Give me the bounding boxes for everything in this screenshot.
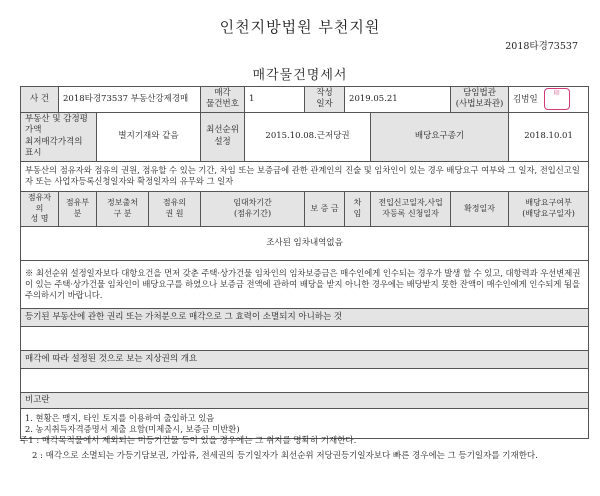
- occupancy-notice-row: [21, 161, 589, 191]
- rights-header-row: [21, 309, 589, 327]
- case-value: 2018타경73537 부동산강제경매: [59, 87, 201, 113]
- col-fixed-date: 확정일자: [451, 191, 509, 226]
- surface-body-row: [21, 369, 589, 393]
- property-row: [21, 112, 589, 161]
- col-rent: 차 임: [345, 191, 371, 226]
- written-date-label: 작성 일자: [305, 87, 345, 113]
- col-occupancy-right: 점유의 권 원: [149, 191, 201, 226]
- property-spec-table: [20, 86, 589, 439]
- rights-section-title: 등기된 부동산에 관한 권리 또는 가처분으로 매각으로 그 효력이 소멸되지 아니하는 것: [21, 309, 589, 327]
- col-occupant-name: 점유자의 성 명: [21, 191, 59, 226]
- column-header-row: [21, 191, 589, 226]
- deadline-label: 배당요구종기: [371, 112, 509, 161]
- court-name: 인천지방법원 부천지원: [219, 18, 381, 36]
- warning-row: [21, 261, 589, 309]
- sale-no-label: 매각 물건번호: [201, 87, 245, 113]
- property-value: 별지기재와 같음: [97, 112, 201, 161]
- rights-section-body: [21, 327, 589, 351]
- judge-cell: [509, 87, 589, 113]
- col-move-in-date: 전입신고일자,사업 자등록 신청일자: [371, 191, 451, 226]
- no-lease-text: 조사된 임차내역없음: [21, 227, 589, 261]
- deadline-value: 2018.10.01: [509, 112, 589, 161]
- document-title: 매각물건명세서: [252, 68, 348, 83]
- property-label: 부동산 및 감정평가액 최저매각가격의 표시: [21, 112, 97, 161]
- case-row: [21, 87, 589, 113]
- rights-body-row: [21, 327, 589, 351]
- col-dividend-request: 배당요구여부 (배당요구일자): [509, 191, 589, 226]
- remark-line: 1. 현황은 맹지, 타인 토지를 이용하여 출입하고 있음: [25, 412, 215, 423]
- occupancy-notice: 부동산의 점유자와 점유의 권원, 점유할 수 있는 기간, 차임 또는 보증금에 관한 관계인의 진술 및 임차인이 있는 경우 배당요구 여부와 그 일자, 전입신고일자 또는 사업자등록신청일자와 확정일자의 유무와 그 일자: [21, 161, 589, 191]
- col-deposit: 보 증 금: [305, 191, 345, 226]
- tenant-warning: ※ 최선순위 설정일자보다 대항요건을 먼저 갖춘 주택·상가건물 임차인의 임차보증금은 매수인에게 인수되는 경우가 발생 할 수 있고, 대항력과 우선변제권이 있는 주택·상가건물 임차인이 배당요구를 하였으나 보증금 전액에 관하여 배당을 받지 아니한 경우에는 배당받지 못한 잔액이 매수인에게 인수되게 됨을 주의하시기 바랍니다.: [21, 261, 589, 309]
- remarks-section-title: 비고란: [21, 393, 589, 409]
- footnotes: [20, 434, 588, 464]
- senior-right-label: 최선순위 설정: [201, 112, 245, 161]
- col-occupied-part: 점유부분: [59, 191, 97, 226]
- footnote-1: 주1 : 매각목적물에서 제외되는 미등기건물 등이 있을 경우에는 그 취지를 명확히 기재한다.: [20, 436, 357, 446]
- case-number: 2018타경73537: [505, 41, 578, 52]
- footnote-2: 2 : 매각으로 소멸되는 가등기담보권, 가압류, 전세권의 등기일자가 최선순위 저당권등기일자보다 빠른 경우에는 그 등기일자를 기재한다.: [32, 450, 538, 461]
- remarks-header-row: [21, 393, 589, 409]
- judge-name: 김범일: [513, 94, 538, 105]
- judge-seal: 印: [544, 88, 570, 110]
- col-lease-period: 임대차기간 (점유기간): [201, 191, 305, 226]
- sale-no-value: 1: [245, 87, 305, 113]
- written-date-value: 2019.05.21: [345, 87, 451, 113]
- senior-right-value: 2015.10.08.근저당권: [245, 112, 371, 161]
- remark-line: 2. 농지취득자격증명서 제출 요함(미제출시, 보증금 미반환): [25, 423, 240, 434]
- surface-section-body: [21, 369, 589, 393]
- judge-label: 담임법관 (사법보좌관): [451, 87, 509, 113]
- surface-section-title: 매각에 따라 설정된 것으로 보는 지상권의 개요: [21, 351, 589, 369]
- surface-header-row: [21, 351, 589, 369]
- case-label: 사 건: [21, 87, 59, 113]
- col-info-source: 정보출처 구 분: [97, 191, 149, 226]
- lease-row: [21, 227, 589, 261]
